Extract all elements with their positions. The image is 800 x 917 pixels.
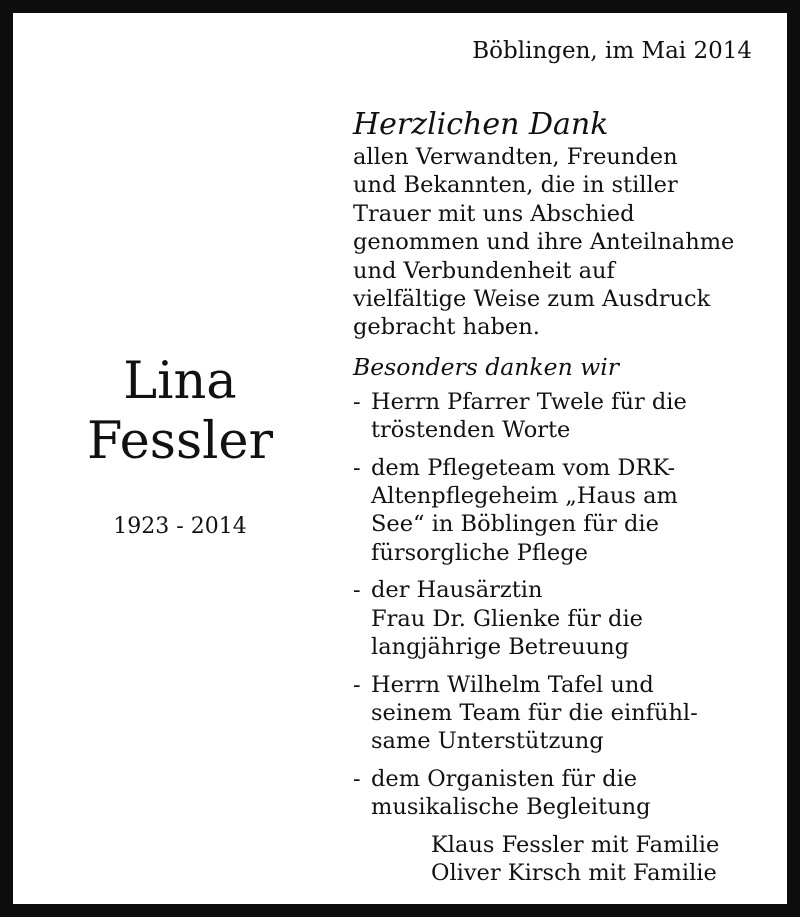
list-item-line: dem Pflegeteam vom DRK-	[371, 454, 676, 481]
list-item-line: Herrn Wilhelm Tafel und	[371, 671, 654, 698]
thanks-line: vielfältige Weise zum Ausdruck	[353, 286, 711, 313]
thanks-line: gebracht haben.	[353, 314, 540, 341]
signer-line: Oliver Kirsch mit Familie	[431, 859, 717, 886]
thanks-heading: Herzlichen Dank	[353, 107, 609, 142]
list-item-line: dem Organisten für die	[371, 765, 638, 792]
thanks-line: und Verbundenheit auf	[353, 257, 615, 284]
thanks-paragraph	[353, 143, 763, 342]
thanks-line: allen Verwandten, Freunden	[353, 144, 678, 170]
list-item-line: der Hausärztin	[371, 577, 543, 604]
list-item	[353, 765, 763, 822]
list-dash: -	[353, 671, 361, 698]
list-item-line: See“ in Böblingen für die	[371, 511, 659, 538]
list-item-line: seinem Team für die einfühl-	[371, 699, 698, 726]
list-dash: -	[353, 765, 361, 792]
list-dash: -	[353, 577, 361, 604]
list-item-line: Herrn Pfarrer Twele für die	[371, 388, 687, 415]
special-thanks-heading: Besonders danken wir	[353, 352, 620, 381]
thanks-line: Trauer mit uns Abschied	[353, 200, 635, 227]
deceased-first-name: Lina	[123, 352, 237, 411]
list-dash: -	[353, 388, 361, 415]
life-years: 1923 - 2014	[113, 514, 247, 539]
list-dash: -	[353, 454, 361, 481]
signer-line: Klaus Fessler mit Familie	[431, 831, 720, 858]
deceased-last-name: Fessler	[87, 412, 273, 471]
list-item-line: same Unterstützung	[371, 728, 604, 755]
thanks-line: und Bekannten, die in stiller	[353, 172, 678, 199]
thanks-block	[353, 107, 763, 887]
list-item-line: langjährige Betreuung	[371, 634, 630, 661]
list-item-line: Frau Dr. Glienke für die	[371, 605, 643, 632]
thanks-line: genommen und ihre Anteilnahme	[353, 229, 735, 256]
list-item-line: fürsorgliche Pflege	[371, 539, 588, 566]
list-item	[353, 576, 763, 661]
list-item-line: Altenpflegeheim „Haus am	[371, 483, 678, 510]
list-item-line: musikalische Begleitung	[371, 794, 651, 821]
special-thanks-list	[353, 388, 763, 822]
list-item-line: tröstenden Worte	[371, 417, 571, 444]
list-item	[353, 454, 763, 568]
dateline: Böblingen, im Mai 2014	[472, 38, 752, 64]
signers-block	[353, 831, 763, 888]
deceased-block	[60, 352, 300, 542]
list-item	[353, 671, 763, 756]
list-item	[353, 388, 763, 445]
